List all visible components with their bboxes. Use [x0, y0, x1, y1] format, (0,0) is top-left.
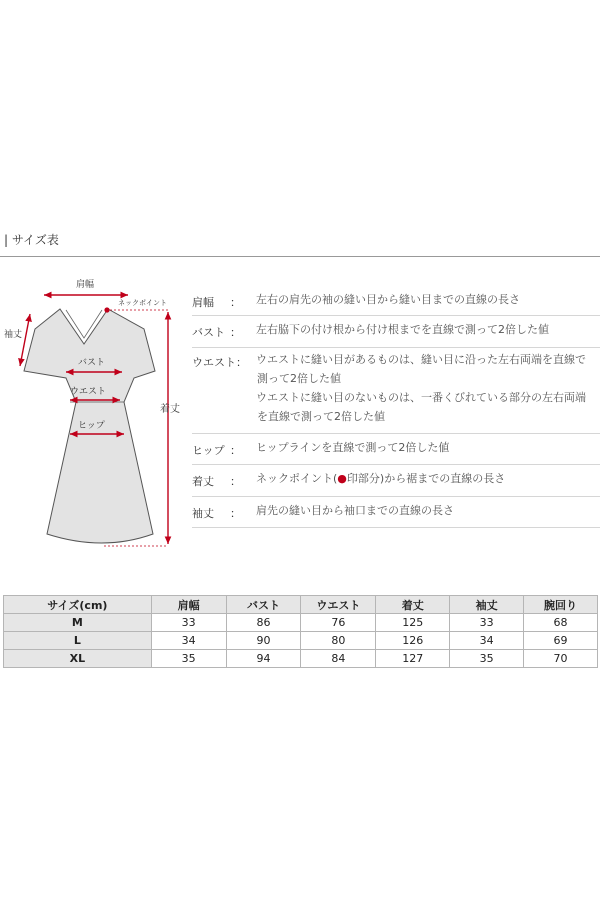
definition-colon: ：	[236, 356, 247, 369]
column-header: 腕回り	[524, 596, 598, 614]
table-cell: 35	[450, 650, 524, 668]
definition-colon: ：	[230, 444, 241, 457]
table-cell: 90	[226, 632, 301, 650]
size-label: M	[4, 614, 152, 632]
table-cell: 127	[376, 650, 450, 668]
definition-text: 左右脇下の付け根から付け根までを直線で測って2倍した値	[256, 323, 549, 336]
table-cell: 84	[301, 650, 376, 668]
table-cell: 34	[450, 632, 524, 650]
table-header-row	[4, 596, 598, 614]
table-cell: 125	[376, 614, 450, 632]
size-table	[3, 595, 598, 668]
table-cell: 35	[151, 650, 226, 668]
definition-colon: ：	[230, 296, 241, 309]
definition-row	[192, 434, 600, 465]
definition-term: ウエスト	[192, 356, 236, 369]
measurement-definitions	[192, 288, 600, 528]
label-length: 着丈	[160, 404, 180, 415]
definition-colon: ：	[230, 475, 241, 488]
definition-term: 着丈	[192, 475, 214, 488]
table-cell: 34	[151, 632, 226, 650]
table-cell: 33	[450, 614, 524, 632]
column-header: 袖丈	[450, 596, 524, 614]
table-cell: 94	[226, 650, 301, 668]
table-cell: 86	[226, 614, 301, 632]
column-header: 肩幅	[151, 596, 226, 614]
definition-term: ヒップ	[192, 444, 225, 457]
definition-text: ウエストに縫い目があるものは、縫い目に沿った左右両端を直線で 測って2倍した値 ウエストに縫い目のないものは、一番くびれている部分の左右両端 を直線で測って2倍した値	[256, 353, 586, 423]
table-cell: 126	[376, 632, 450, 650]
table-row	[4, 632, 598, 650]
title-divider	[0, 256, 600, 257]
page-title: | サイズ表	[4, 233, 59, 247]
column-header: バスト	[226, 596, 301, 614]
label-sleeve: 袖丈	[4, 330, 23, 340]
table-cell: 70	[524, 650, 598, 668]
definition-text: 左右の肩先の袖の縫い目から縫い目までの直線の長さ	[256, 293, 520, 306]
label-shoulder: 肩幅	[76, 280, 95, 290]
definition-row	[192, 316, 600, 348]
definition-text: ヒップラインを直線で測って2倍した値	[256, 441, 450, 454]
table-row	[4, 614, 598, 632]
definition-row	[192, 348, 600, 434]
definition-row	[192, 465, 600, 497]
table-cell: 33	[151, 614, 226, 632]
definition-colon: ：	[230, 507, 241, 520]
garment-diagram	[0, 262, 192, 562]
column-header: 着丈	[376, 596, 450, 614]
definition-row	[192, 288, 600, 316]
definition-term: 袖丈	[192, 507, 214, 520]
definition-term: バスト	[192, 326, 225, 339]
column-header: ウエスト	[301, 596, 376, 614]
table-cell: 69	[524, 632, 598, 650]
size-label: L	[4, 632, 152, 650]
label-waist: ウエスト	[70, 387, 107, 397]
column-header: サイズ(cm)	[4, 596, 152, 614]
definition-text: 肩先の縫い目から袖口までの直線の長さ	[256, 504, 454, 517]
label-bust: バスト	[78, 358, 106, 368]
table-cell: 76	[301, 614, 376, 632]
definition-colon: ：	[230, 326, 241, 339]
definition-text: ネックポイント(●印部分)から裾までの直線の長さ	[256, 472, 506, 485]
neck-point-marker	[104, 307, 109, 312]
size-label: XL	[4, 650, 152, 668]
table-row	[4, 650, 598, 668]
definition-row	[192, 497, 600, 528]
neck-point-dot-icon: ●	[337, 472, 347, 485]
definition-term: 肩幅	[192, 296, 214, 309]
table-cell: 80	[301, 632, 376, 650]
table-cell: 68	[524, 614, 598, 632]
label-hip: ヒップ	[78, 421, 105, 431]
label-neck-point: ネックポイント	[118, 299, 167, 307]
